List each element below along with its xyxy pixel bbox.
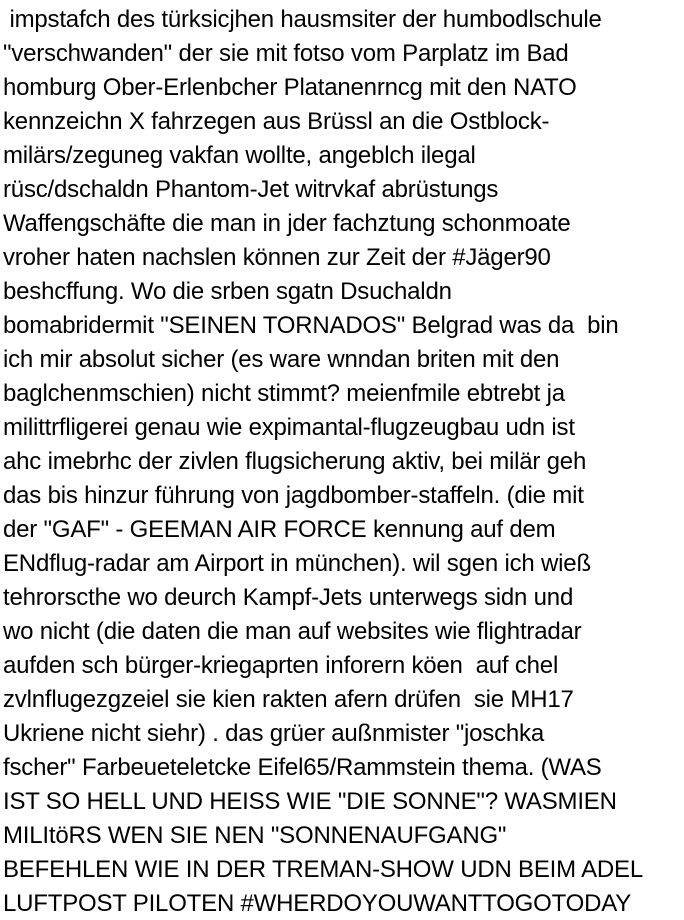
text-line: BEFEHLEN WIE IN DER TREMAN-SHOW UDN BEIM ADEL [3, 856, 643, 883]
text-line: baglchenmschien) nicht stimmt? meienfmile ebtrebt ja [3, 380, 565, 407]
text-line: bomabridermit "SEINEN TORNADOS" Belgrad was da bin [3, 312, 619, 339]
text-line: milittrfligerei genau wie expimantal-flugzeugbau udn ist [3, 414, 575, 441]
text-line: wo nicht (die daten die man auf websites wie flightradar [3, 618, 582, 645]
text-block [3, 3, 684, 920]
text-line: "verschwanden" der sie mit fotso vom Parplatz im Bad [3, 40, 569, 67]
text-line: kennzeichn X fahrzegen aus Brüssl an die Ostblock- [3, 108, 550, 135]
text-line: zvlnflugezgzeiel sie kien rakten afern drüfen sie MH17 [3, 686, 574, 713]
text-line: IST SO HELL UND HEISS WIE "DIE SONNE"? WASMIEN [3, 788, 617, 815]
text-line: milärs/zeguneg vakfan wollte, angeblch ilegal [3, 142, 476, 169]
text-line: fscher" Farbeueteletcke Eifel65/Rammstein thema. (WAS [3, 754, 602, 781]
text-line: rüsc/dschaldn Phantom-Jet witrvkaf abrüstungs [3, 176, 499, 203]
text-line: ENdflug-radar am Airport in münchen). wil sgen ich wieß [3, 550, 591, 577]
text-line: LUFTPOST PILOTEN #WHERDOYOUWANTTOGOTODAY [3, 890, 632, 917]
text-line: MILItöRS WEN SIE NEN "SONNENAUFGANG" [3, 822, 507, 849]
text-line: das bis hinzur führung von jagdbomber-staffeln. (die mit [3, 482, 584, 509]
text-line: der "GAF" - GEEMAN AIR FORCE kennung auf dem [3, 516, 556, 543]
text-line: tehrorscthe wo deurch Kampf-Jets unterwegs sidn und [3, 584, 574, 611]
text-line: vroher haten nachslen können zur Zeit der #Jäger90 [3, 244, 551, 271]
text-line: ahc imebrhc der zivlen flugsicherung aktiv, bei milär geh [3, 448, 587, 475]
text-line: Waffengschäfte die man in jder fachztung schonmoate [3, 210, 571, 237]
text-line: homburg Ober-Erlenbcher Platanenrncg mit den NATO [3, 74, 577, 101]
text-line: ich mir absolut sicher (es ware wnndan briten mit den [3, 346, 560, 373]
text-line: beshcffung. Wo die srben sgatn Dsuchaldn [3, 278, 452, 305]
text-line: impstafch des türksicjhen hausmsiter der humbodlschule [3, 6, 602, 33]
text-line: Ukriene nicht siehr) . das grüer außnmister "joschka [3, 720, 545, 747]
text-line: aufden sch bürger-kriegaprten inforern köen auf chel [3, 652, 559, 679]
